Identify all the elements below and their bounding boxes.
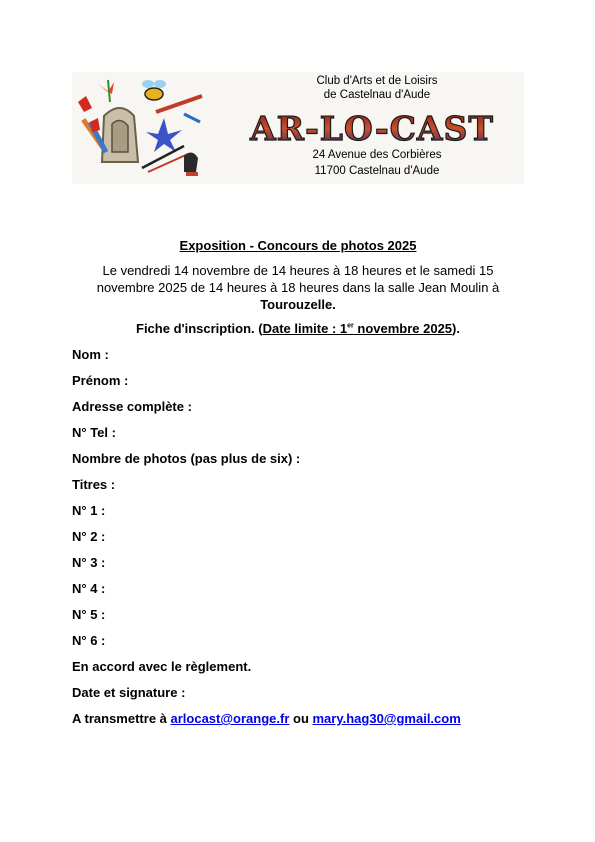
field-titre-6[interactable]: N° 6 : <box>72 633 106 648</box>
address-line1: 24 Avenue des Corbières <box>312 149 442 161</box>
email-link-arlocast[interactable]: arlocast@orange.fr <box>170 711 290 726</box>
field-titre-1[interactable]: N° 1 : <box>72 503 106 518</box>
field-titre-5[interactable]: N° 5 : <box>72 607 106 622</box>
club-logo-illustration <box>72 72 212 184</box>
address-line2: 11700 Castelnau d'Aude <box>314 165 440 177</box>
event-description <box>72 262 524 313</box>
registration-heading-suffix: ). <box>452 321 460 336</box>
field-titre-4[interactable]: N° 4 : <box>72 581 106 596</box>
deadline <box>263 321 452 336</box>
email-link-mary[interactable]: mary.hag30@gmail.com <box>312 711 461 726</box>
event-place: Tourouzelle. <box>260 297 336 312</box>
letterhead <box>72 72 524 184</box>
field-nombre-photos[interactable]: Nombre de photos (pas plus de six) : <box>72 451 301 466</box>
brand-wordmark <box>240 110 505 146</box>
club-name-line1: Club d'Arts et de Loisirs <box>316 75 438 87</box>
brand-text: AR-LO-CAST <box>250 110 494 146</box>
registration-heading <box>72 321 524 336</box>
event-description-line2: novembre 2025 de 14 heures à 18 heures dans la salle Jean Moulin à <box>96 280 500 295</box>
agreement-text: En accord avec le règlement. <box>72 659 252 674</box>
field-tel[interactable]: N° Tel : <box>72 425 116 440</box>
deadline-date: novembre 2025 <box>353 321 453 336</box>
document-title-text: Exposition - Concours de photos 2025 <box>179 238 417 253</box>
field-nom[interactable]: Nom : <box>72 347 109 362</box>
transmit-or: ou <box>289 711 313 726</box>
registration-heading-prefix: Fiche d'inscription. ( <box>136 321 263 336</box>
transmit-prefix: A transmettre à <box>72 711 171 726</box>
deadline-superscript: er <box>347 322 354 330</box>
field-adresse[interactable]: Adresse complète : <box>72 399 192 414</box>
document-title <box>72 238 524 253</box>
transmit-line <box>72 711 461 726</box>
field-titres: Titres : <box>72 477 116 492</box>
field-titre-2[interactable]: N° 2 : <box>72 529 106 544</box>
club-name-line2: de Castelnau d'Aude <box>323 89 431 101</box>
event-description-line1: Le vendredi 14 novembre de 14 heures à 18 heures et le samedi 15 <box>102 263 494 278</box>
field-titre-3[interactable]: N° 3 : <box>72 555 106 570</box>
field-prenom[interactable]: Prénom : <box>72 373 129 388</box>
field-date-signature[interactable]: Date et signature : <box>72 685 186 700</box>
deadline-text: Date limite : 1 <box>262 321 348 336</box>
